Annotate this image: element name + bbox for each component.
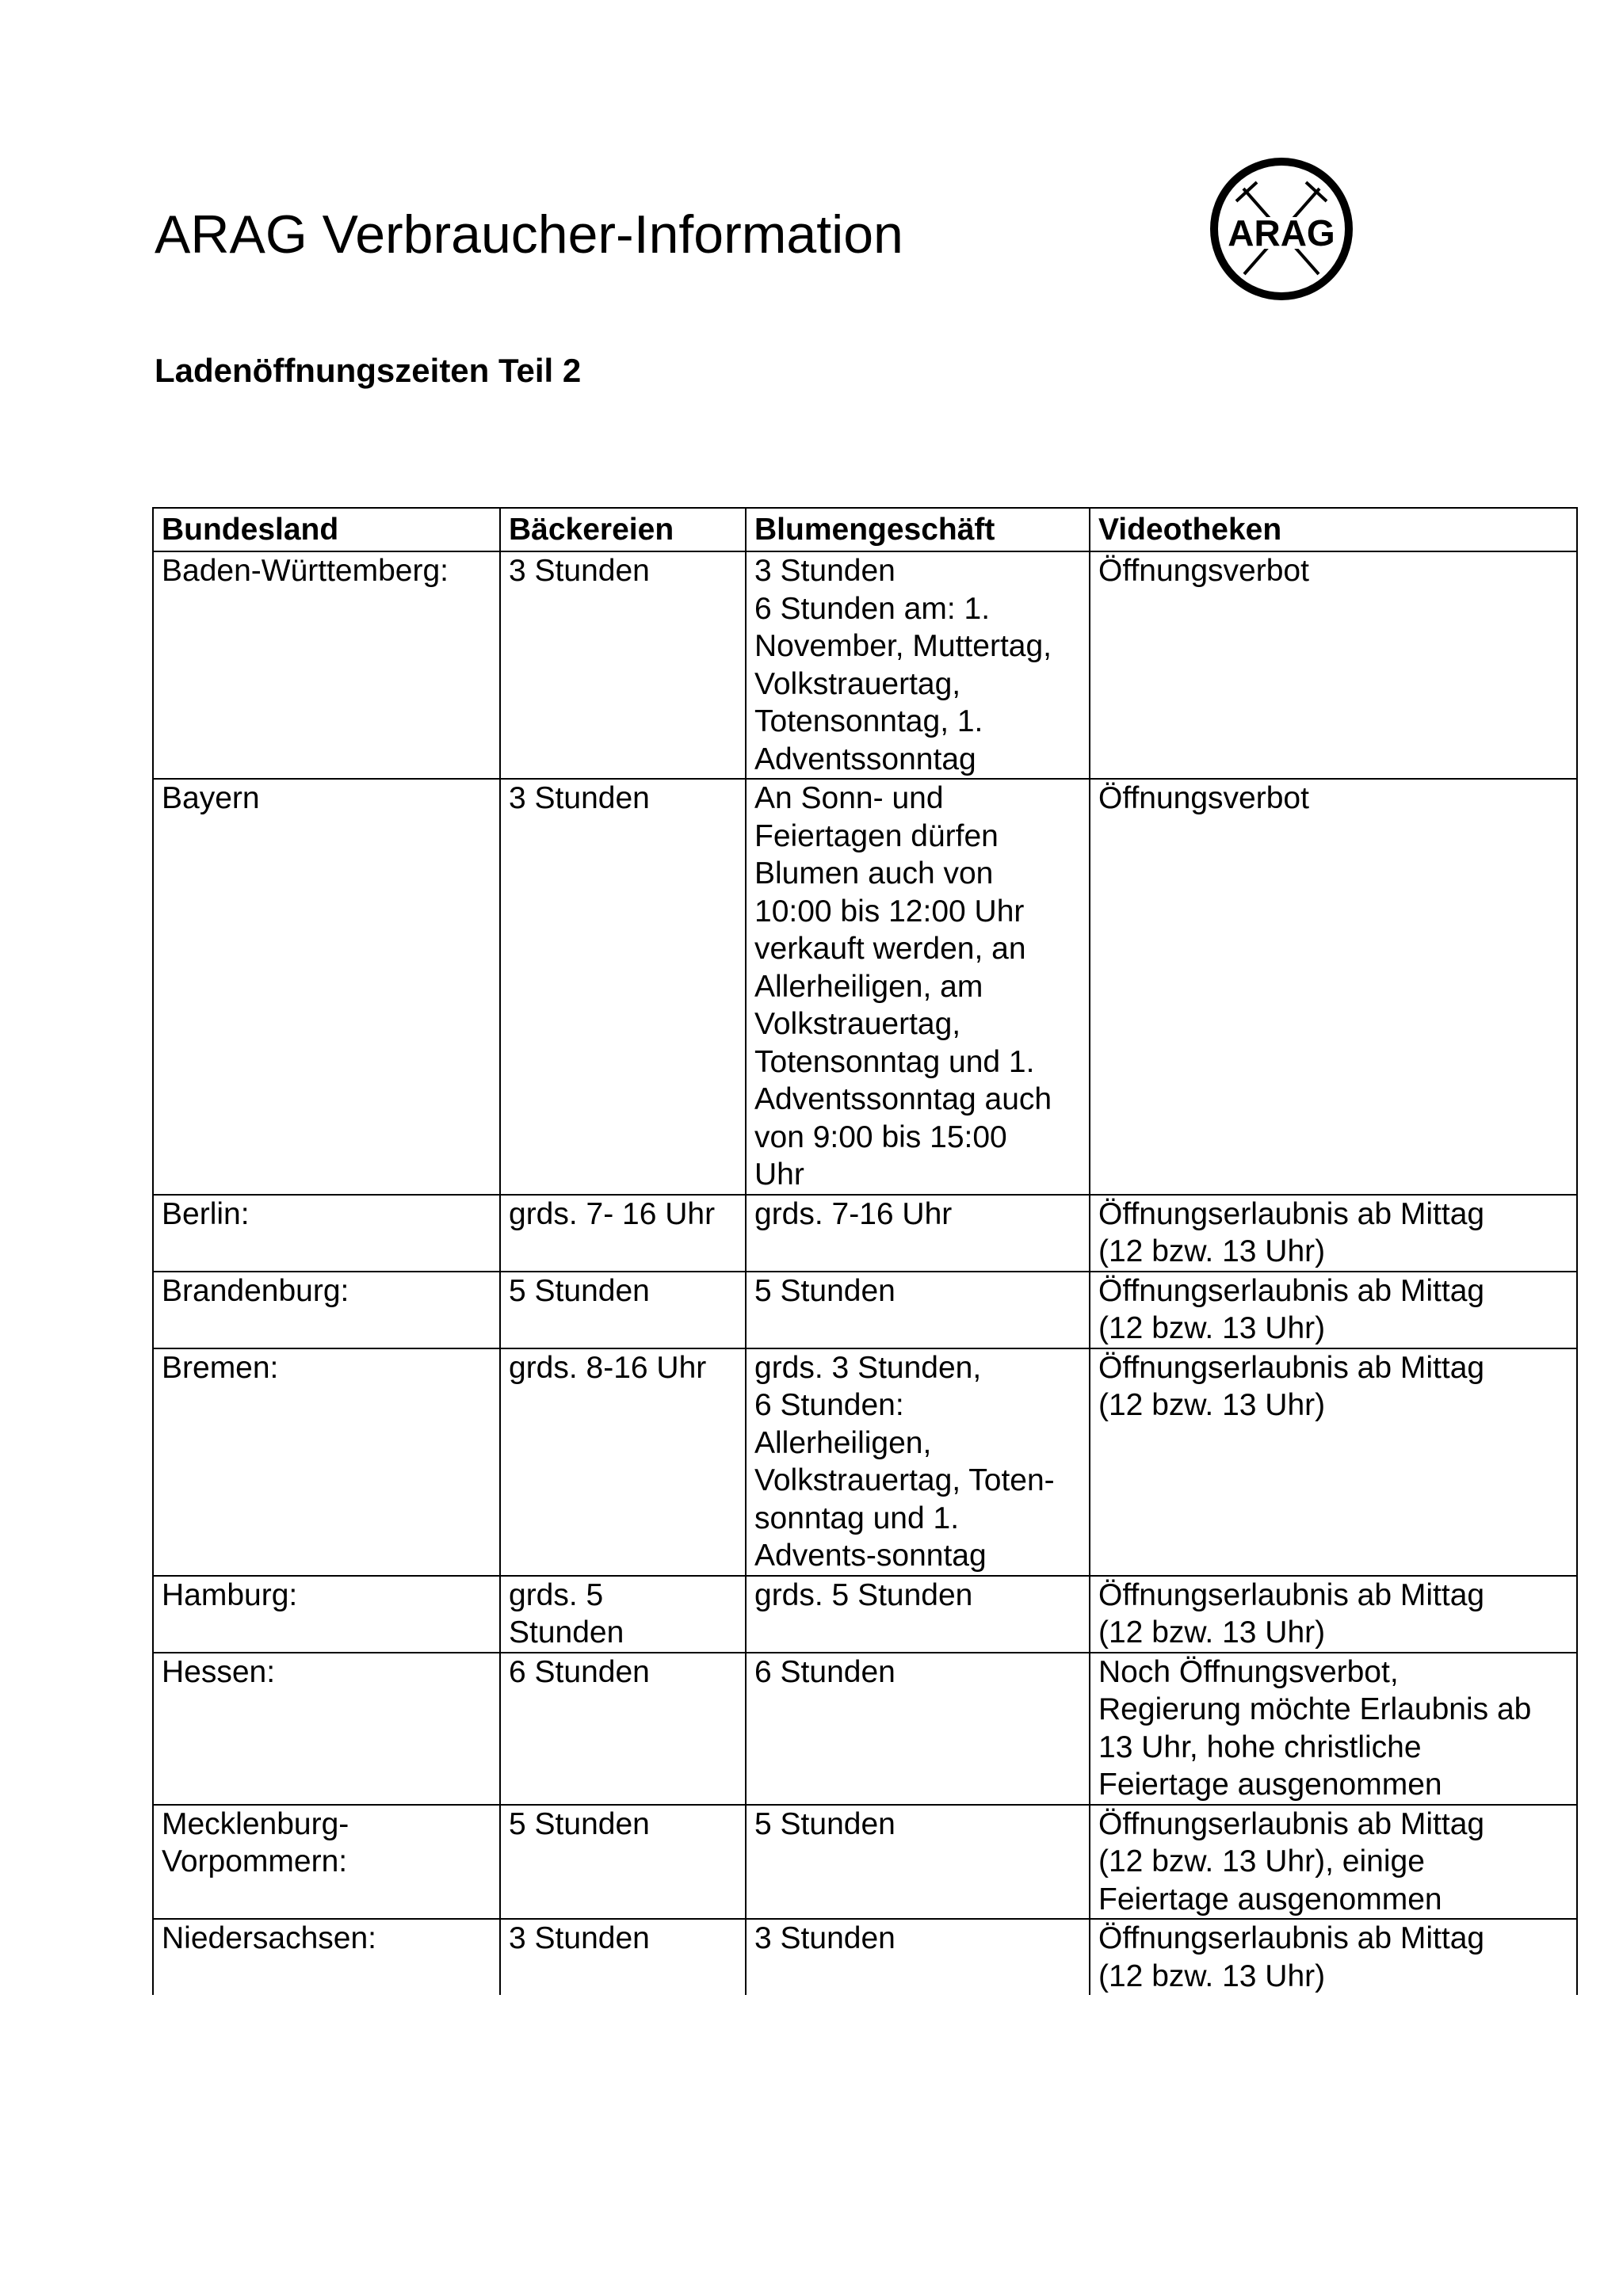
cell-bundesland: Berlin: xyxy=(153,1195,500,1272)
table-row xyxy=(153,1653,1577,1805)
table-row xyxy=(153,1348,1577,1576)
opening-hours-table xyxy=(152,507,1578,1995)
cell-blumengeschaeft: 3 Stunden xyxy=(746,1919,1090,1995)
arag-logo xyxy=(1208,155,1355,303)
table-header-row xyxy=(153,508,1577,551)
table-row xyxy=(153,1919,1577,1995)
table-row xyxy=(153,1576,1577,1653)
cell-baeckereien: 5 Stunden xyxy=(500,1805,746,1920)
cell-bundesland: Baden-Württemberg: xyxy=(153,551,500,779)
cell-videotheken: Öffnungserlaubnis ab Mittag (12 bzw. 13 Uhr) xyxy=(1090,1272,1577,1348)
table-row xyxy=(153,1805,1577,1920)
cell-bundesland: Brandenburg: xyxy=(153,1272,500,1348)
cell-baeckereien: 5 Stunden xyxy=(500,1272,746,1348)
cell-blumengeschaeft: 5 Stunden xyxy=(746,1805,1090,1920)
document-title: ARAG Verbraucher-Information xyxy=(155,204,903,265)
cell-blumengeschaeft: grds. 5 Stunden xyxy=(746,1576,1090,1653)
table-row xyxy=(153,1272,1577,1348)
cell-baeckereien: 3 Stunden xyxy=(500,1919,746,1995)
cell-blumengeschaeft: grds. 7-16 Uhr xyxy=(746,1195,1090,1272)
cell-videotheken: Öffnungserlaubnis ab Mittag (12 bzw. 13 Uhr) xyxy=(1090,1576,1577,1653)
cell-bundesland: Bayern xyxy=(153,779,500,1195)
cell-videotheken: Öffnungserlaubnis ab Mittag (12 bzw. 13 Uhr) xyxy=(1090,1348,1577,1576)
cell-blumengeschaeft: 6 Stunden xyxy=(746,1653,1090,1805)
cell-baeckereien: grds. 8-16 Uhr xyxy=(500,1348,746,1576)
cell-videotheken: Öffnungsverbot xyxy=(1090,779,1577,1195)
cell-videotheken: Öffnungserlaubnis ab Mittag (12 bzw. 13 Uhr) xyxy=(1090,1919,1577,1995)
cell-blumengeschaeft: grds. 3 Stunden, 6 Stunden: Allerheiligen, Volkstrauertag, Toten- sonntag und 1. Advents-sonntag xyxy=(746,1348,1090,1576)
cell-blumengeschaeft: An Sonn- und Feiertagen dürfen Blumen auch von 10:00 bis 12:00 Uhr verkauft werden, an Allerheiligen, am Volkstrauertag, Totensonntag und 1. Adventssonntag auch von 9:00 bis 15:00 Uhr xyxy=(746,779,1090,1195)
cell-bundesland: Hessen: xyxy=(153,1653,500,1805)
cell-bundesland: Hamburg: xyxy=(153,1576,500,1653)
cell-baeckereien: 3 Stunden xyxy=(500,551,746,779)
cell-videotheken: Öffnungserlaubnis ab Mittag (12 bzw. 13 Uhr) xyxy=(1090,1195,1577,1272)
cell-blumengeschaeft: 5 Stunden xyxy=(746,1272,1090,1348)
cell-bundesland: Bremen: xyxy=(153,1348,500,1576)
header-baeckereien: Bäckereien xyxy=(500,508,746,551)
table-row xyxy=(153,1195,1577,1272)
cell-videotheken: Noch Öffnungsverbot, Regierung möchte Erlaubnis ab 13 Uhr, hohe christliche Feiertage ausgenommen xyxy=(1090,1653,1577,1805)
header-blumengeschaeft: Blumengeschäft xyxy=(746,508,1090,551)
table-row xyxy=(153,779,1577,1195)
header-bundesland: Bundesland xyxy=(153,508,500,551)
arag-logo-icon xyxy=(1208,155,1355,303)
cell-baeckereien: grds. 7- 16 Uhr xyxy=(500,1195,746,1272)
cell-blumengeschaeft: 3 Stunden 6 Stunden am: 1. November, Muttertag, Volkstrauertag, Totensonntag, 1. Adventssonntag xyxy=(746,551,1090,779)
table-row xyxy=(153,551,1577,779)
cell-baeckereien: grds. 5 Stunden xyxy=(500,1576,746,1653)
cell-bundesland: Mecklenburg- Vorpommern: xyxy=(153,1805,500,1920)
cell-videotheken: Öffnungsverbot xyxy=(1090,551,1577,779)
document-subtitle: Ladenöffnungszeiten Teil 2 xyxy=(155,352,582,389)
cell-baeckereien: 6 Stunden xyxy=(500,1653,746,1805)
logo-text: ARAG xyxy=(1228,212,1335,254)
header-videotheken: Videotheken xyxy=(1090,508,1577,551)
cell-videotheken: Öffnungserlaubnis ab Mittag (12 bzw. 13 Uhr), einige Feiertage ausgenommen xyxy=(1090,1805,1577,1920)
cell-baeckereien: 3 Stunden xyxy=(500,779,746,1195)
cell-bundesland: Niedersachsen: xyxy=(153,1919,500,1995)
